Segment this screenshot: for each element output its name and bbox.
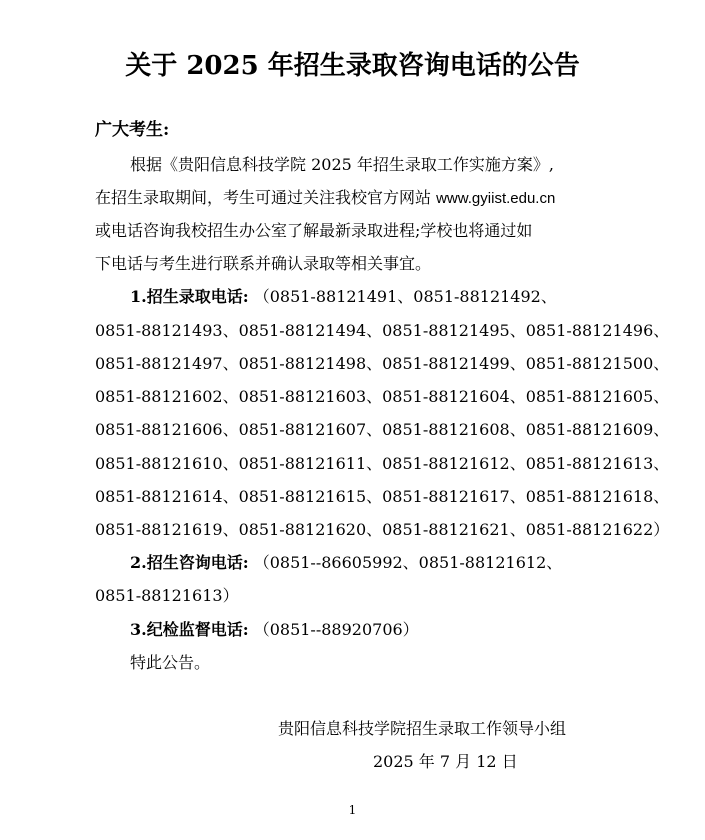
salutation: 广大考生: <box>95 120 170 140</box>
section-1-phones-line: 0851-88121602、0851-88121603、0851-88121604、0851-88121605、 <box>95 387 670 406</box>
section-2-heading-line <box>130 549 562 577</box>
section-2-phones-line: 0851-88121613） <box>95 586 239 605</box>
section-2-phones-first: （0851--86605992、0851-88121612、 <box>248 553 563 572</box>
section-2-label: 2.招生咨询电话: <box>130 553 249 572</box>
section-3-phones: （0851--88920706） <box>248 620 419 639</box>
section-3-label: 3.纪检监督电话: <box>130 620 249 639</box>
section-1-phones-line: 0851-88121619、0851-88121620、0851-88121621、0851-88121622） <box>95 520 670 539</box>
intro-line-3: 或电话咨询我校招生办公室了解最新录取进程;学校也将通过如 <box>95 221 533 240</box>
signature-date: 2025 年 7 月 12 日 <box>373 752 518 771</box>
intro-line-4: 下电话与考生进行联系并确认录取等相关事宜。 <box>95 254 432 273</box>
section-3-heading-line <box>130 616 419 644</box>
section-1-label: 1.招生录取电话: <box>130 287 249 306</box>
website-link[interactable]: www.gyiist.edu.cn <box>436 190 556 207</box>
section-1-phones-line: 0851-88121497、0851-88121498、0851-88121499、0851-88121500、 <box>95 354 670 373</box>
closing-text: 特此公告。 <box>130 653 211 672</box>
section-1-phones-first: （0851-88121491、0851-88121492、 <box>248 287 557 306</box>
intro-line-1: 根据《贵阳信息科技学院 2025 年招生录取工作实施方案》, <box>130 155 554 174</box>
intro-line-2-text: 在招生录取期间，考生可通过关注我校官方网站 <box>95 188 437 207</box>
signature-org: 贵阳信息科技学院招生录取工作领导小组 <box>278 719 567 738</box>
section-1-phones-line: 0851-88121610、0851-88121611、0851-88121612、0851-88121613、 <box>95 454 670 473</box>
intro-line-2 <box>95 184 555 213</box>
document-title: 关于 2025 年招生录取咨询电话的公告 <box>125 51 580 81</box>
section-1-phones-line: 0851-88121606、0851-88121607、0851-88121608、0851-88121609、 <box>95 420 670 439</box>
section-1-phones-line: 0851-88121493、0851-88121494、0851-88121495、0851-88121496、 <box>95 321 670 340</box>
section-1-phones-line: 0851-88121614、0851-88121615、0851-88121617、0851-88121618、 <box>95 487 670 506</box>
section-1-heading-line <box>130 283 557 311</box>
page-number: 1 <box>348 803 357 817</box>
